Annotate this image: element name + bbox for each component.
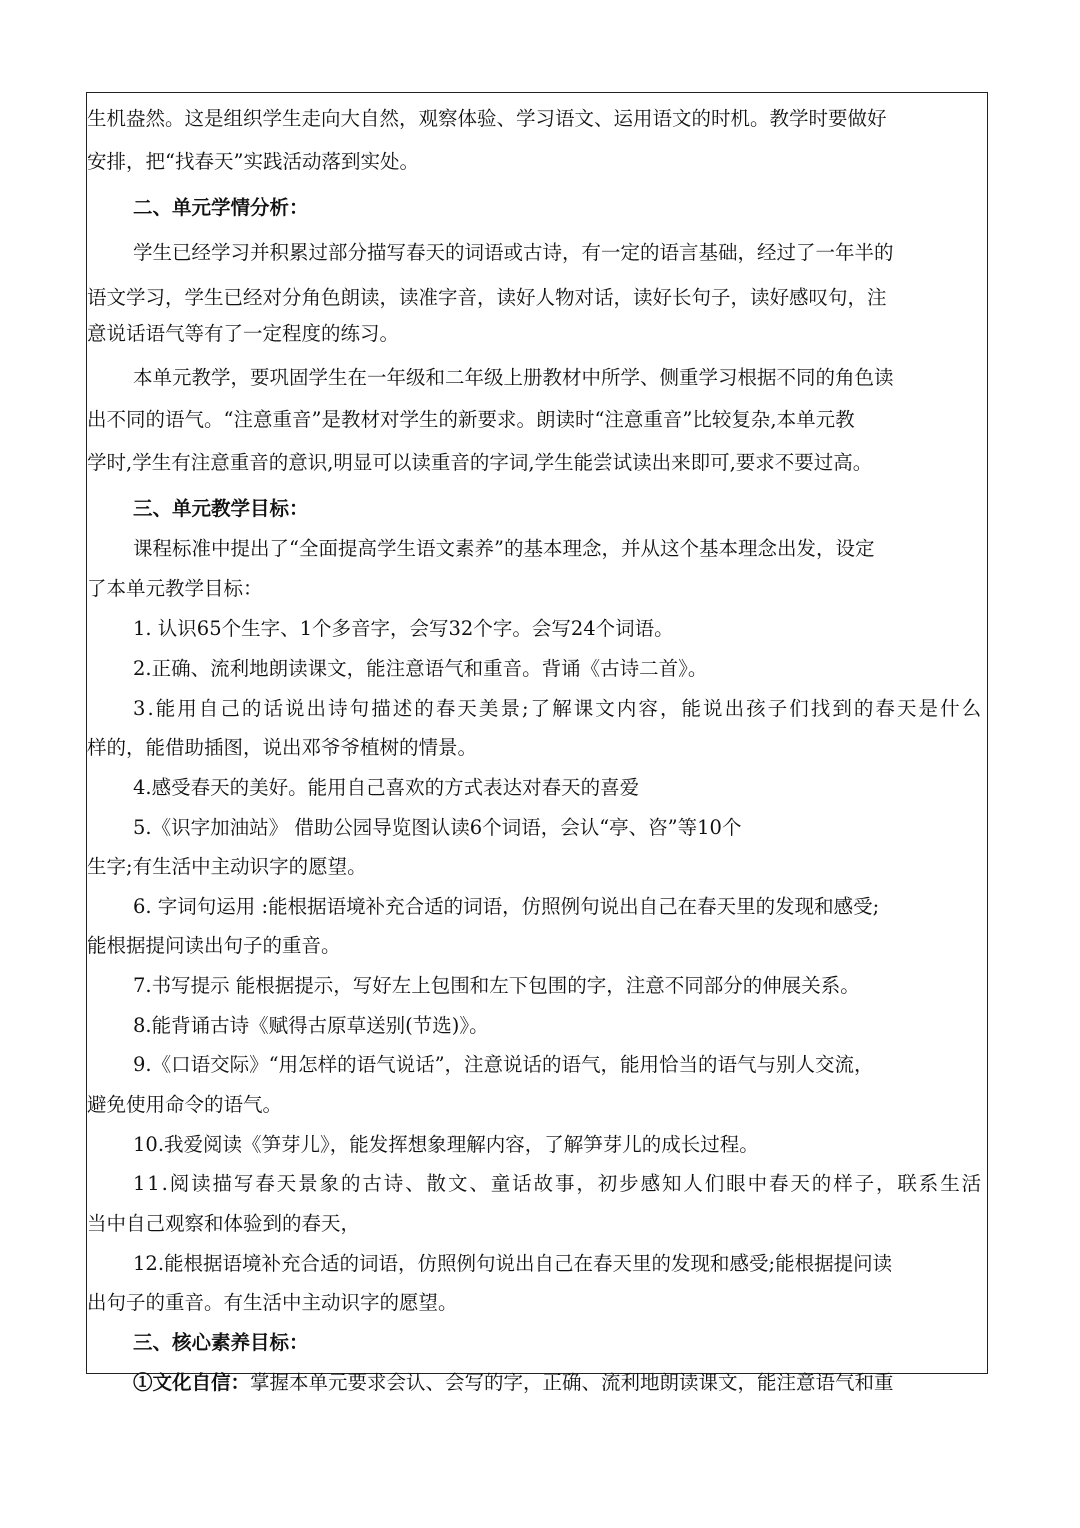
section-heading-teaching-goals: 三、单元教学目标： bbox=[133, 497, 309, 520]
goal-item-continuation: 当中自己观察和体验到的春天， bbox=[87, 1212, 361, 1235]
goal-item: 10.我爱阅读《笋芽儿》，能发挥想象理解内容，了解笋芽儿的成长过程。 bbox=[133, 1133, 759, 1156]
paragraph-line: 学生已经学习并积累过部分描写春天的词语或古诗，有一定的语言基础，经过了一年半的 bbox=[133, 241, 894, 264]
goal-item: 9.《口语交际》“用怎样的语气说话”，注意说话的语气，能用恰当的语气与别人交流， bbox=[133, 1053, 874, 1076]
goal-item: 5.《识字加油站》 借助公园导览图认读6个词语，会认“亭、咨”等10个 bbox=[133, 816, 742, 839]
section-heading-learning-analysis: 二、单元学情分析： bbox=[133, 196, 309, 219]
document-table-cell bbox=[86, 92, 988, 1394]
goal-item-continuation: 样的，能借助插图，说出邓爷爷植树的情景。 bbox=[87, 736, 478, 759]
goal-item: 6. 字词句运用 :能根据语境补充合适的词语，仿照例句说出自己在春天里的发现和感受; bbox=[133, 895, 880, 918]
intro-line-1: 生机盎然。这是组织学生走向大自然，观察体验、学习语文、运用语文的时机。教学时要做好 bbox=[87, 107, 887, 130]
goal-item: 12.能根据语境补充合适的词语，仿照例句说出自己在春天里的发现和感受;能根据提问读 bbox=[133, 1252, 893, 1275]
paragraph-line: 语文学习，学生已经对分角色朗读，读准字音，读好人物对话，读好长句子，读好感叹句，注 bbox=[87, 286, 887, 309]
goal-item-continuation: 避免使用命令的语气。 bbox=[87, 1093, 283, 1116]
goal-item-continuation: 出句子的重音。有生活中主动识字的愿望。 bbox=[87, 1291, 458, 1314]
goal-item: 2.正确、流利地朗读课文，能注意语气和重音。背诵《古诗二首》。 bbox=[133, 657, 708, 680]
paragraph-line: 出不同的语气。“注意重音”是教材对学生的新要求。朗读时“注意重音”比较复杂,本单元教 bbox=[87, 408, 855, 431]
paragraph-line: 课程标准中提出了“全面提高学生语文素养”的基本理念，并从这个基本理念出发，设定 bbox=[133, 537, 875, 560]
goal-item: 1. 认识65个生字、1个多音字，会写32个字。会写24个词语。 bbox=[133, 617, 674, 640]
paragraph-line: 了本单元教学目标： bbox=[87, 577, 263, 600]
core-literacy-item bbox=[133, 1368, 894, 1398]
intro-line-2: 安排，把“找春天”实践活动落到实处。 bbox=[87, 150, 419, 173]
goal-item: 7.书写提示 能根据提示，写好左上包围和左下包围的字，注意不同部分的伸展关系。 bbox=[133, 974, 860, 997]
goal-item: 4.感受春天的美好。能用自己喜欢的方式表达对春天的喜爱 bbox=[133, 776, 640, 799]
paragraph-line: 意说话语气等有了一定程度的练习。 bbox=[87, 322, 400, 345]
goal-item: 3.能用自己的话说出诗句描述的春天美景;了解课文内容，能说出孩子们找到的春天是什么 bbox=[133, 697, 984, 720]
paragraph-line: 学时,学生有注意重音的意识,明显可以读重音的字词,学生能尝试读出来即可,要求不要过高。 bbox=[87, 451, 873, 474]
paragraph-line: 本单元教学，要巩固学生在一年级和二年级上册教材中所学、侧重学习根据不同的角色读 bbox=[133, 366, 894, 389]
goal-item-continuation: 生字;有生活中主动识字的愿望。 bbox=[87, 855, 367, 878]
goal-item-continuation: 能根据提问读出句子的重音。 bbox=[87, 934, 341, 957]
section-heading-core-literacy: 三、核心素养目标： bbox=[133, 1331, 309, 1354]
goal-item: 11.阅读描写春天景象的古诗、散文、童话故事，初步感知人们眼中春天的样子，联系生活 bbox=[133, 1172, 984, 1195]
core-literacy-item-text: 掌握本单元要求会认、会写的字，正确、流利地朗读课文，能注意语气和重 bbox=[250, 1371, 894, 1394]
core-literacy-item-label: ①文化自信： bbox=[133, 1371, 251, 1394]
goal-item: 8.能背诵古诗《赋得古原草送别(节选)》。 bbox=[133, 1014, 489, 1037]
